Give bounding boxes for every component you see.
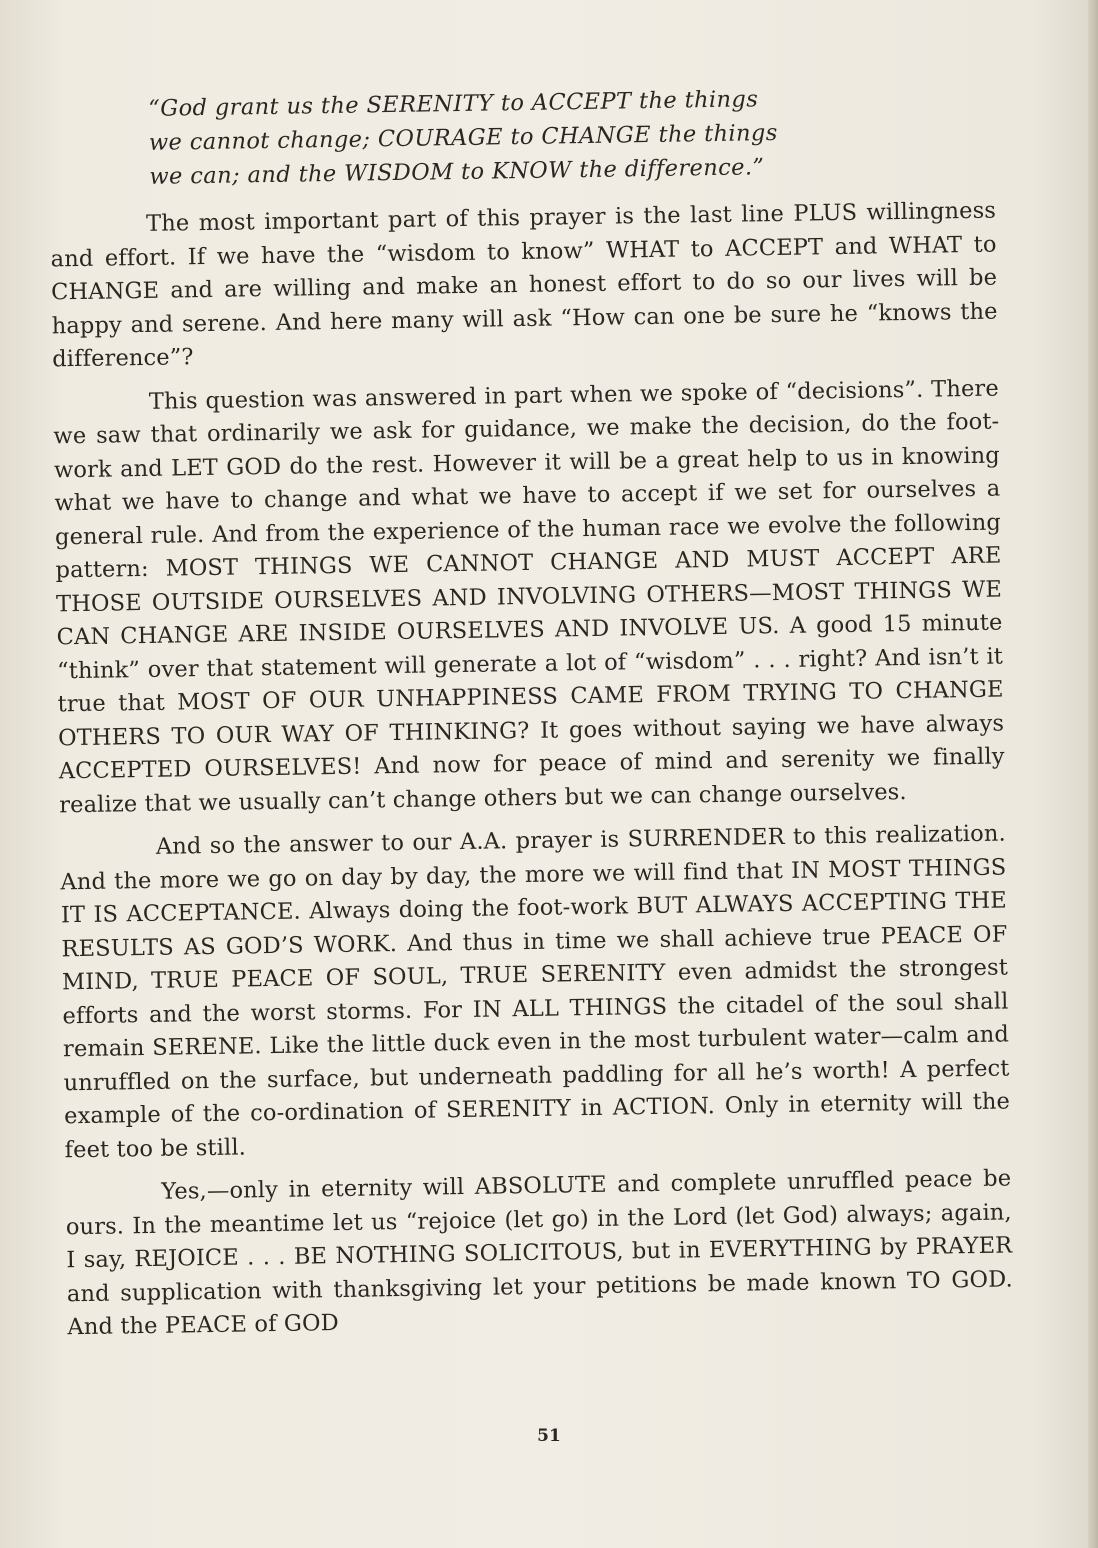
prayer-line-2: we cannot change; COURAGE to CHANGE the things — [148, 119, 778, 156]
paragraph-absolute-peace: Yes,—only in eternity will ABSOLUTE and complete unruffled peace be ours. In the meantime let us “rejoice (let go) in the Lord (let God) always; again, I say, REJOICE . . . BE NOTHING SOLICITOUS, but in EVERYTHING by PRAYER and supplication with thanksgiving let your petitions be made known TO GOD. And the PEACE of GOD — [65, 1165, 1014, 1341]
page-edge — [1088, 0, 1098, 1548]
page-number: 51 — [537, 1426, 561, 1446]
paragraph-acceptance: And so the answer to our A.A. prayer is SURRENDER to this realization. And the more we go on day by day, the more we will find that IN MOST THINGS IT IS ACCEPTANCE. Always doing the foot-work BUT ALWAYS ACCEPTING THE RESULTS AS GOD’S WORK. And thus in time we shall achieve true PEACE OF MIND, TRUE PEACE OF SOUL, TRUE SERENITY even admidst the strongest efforts and the worst storms. For IN ALL THINGS the citadel of the soul shall remain SERENE. Like the little duck even in the most turbulent water—calm and unruffled on the surface, but underneath paddling for all he’s worth! A perfect example of the co-ordination of SERENITY in ACTION. Only in eternity will the feet too be still. — [60, 820, 1011, 1163]
prayer-line-1: “God grant us the SERENITY to ACCEPT the things — [148, 86, 759, 122]
paragraph-wisdom-to-know: The most important part of this prayer is the last line PLUS willingness and effort. If we have the “wisdom to know” WHAT to ACCEPT and WHAT to CHANGE and are willing and make an honest effort to do so our lives will be happy and serene. And here many will ask “How can one be sure he “knows the difference”? — [50, 197, 998, 373]
paragraph-general-rule: This question was answered in part when we spoke of “decisions”. There we saw that ordinarily we ask for guidance, we make the decision, do the foot-work and LET GOD do the rest. However it will be a great help to us in knowing what we have to change and what we have to accept if we set for ourselves a general rule. And from the experience of the human race we evolve the following pattern: MOST THINGS WE CANNOT CHANGE AND MUST ACCEPT ARE THOSE OUTSIDE OURSELVES AND INVOLVING OTHERS—MOST THINGS WE CAN CHANGE ARE INSIDE OURSELVES AND INVOLVE US. A good 15 minute “think” over that statement will generate a lot of “wisdom” . . . right? And isn’t it true that MOST OF OUR UNHAPPINESS CAME FROM TRYING TO CHANGE OTHERS TO OUR WAY OF THINKING? It goes without saying we have always ACCEPTED OURSELVES! And now for peace of mind and serenity we finally realize that we usually can’t change others but we can change ourselves. — [53, 375, 1005, 818]
page-text — [48, 79, 1014, 1355]
serenity-prayer-quote — [148, 80, 890, 194]
prayer-line-3: we can; and the WISDOM to KNOW the difference.” — [149, 154, 765, 190]
